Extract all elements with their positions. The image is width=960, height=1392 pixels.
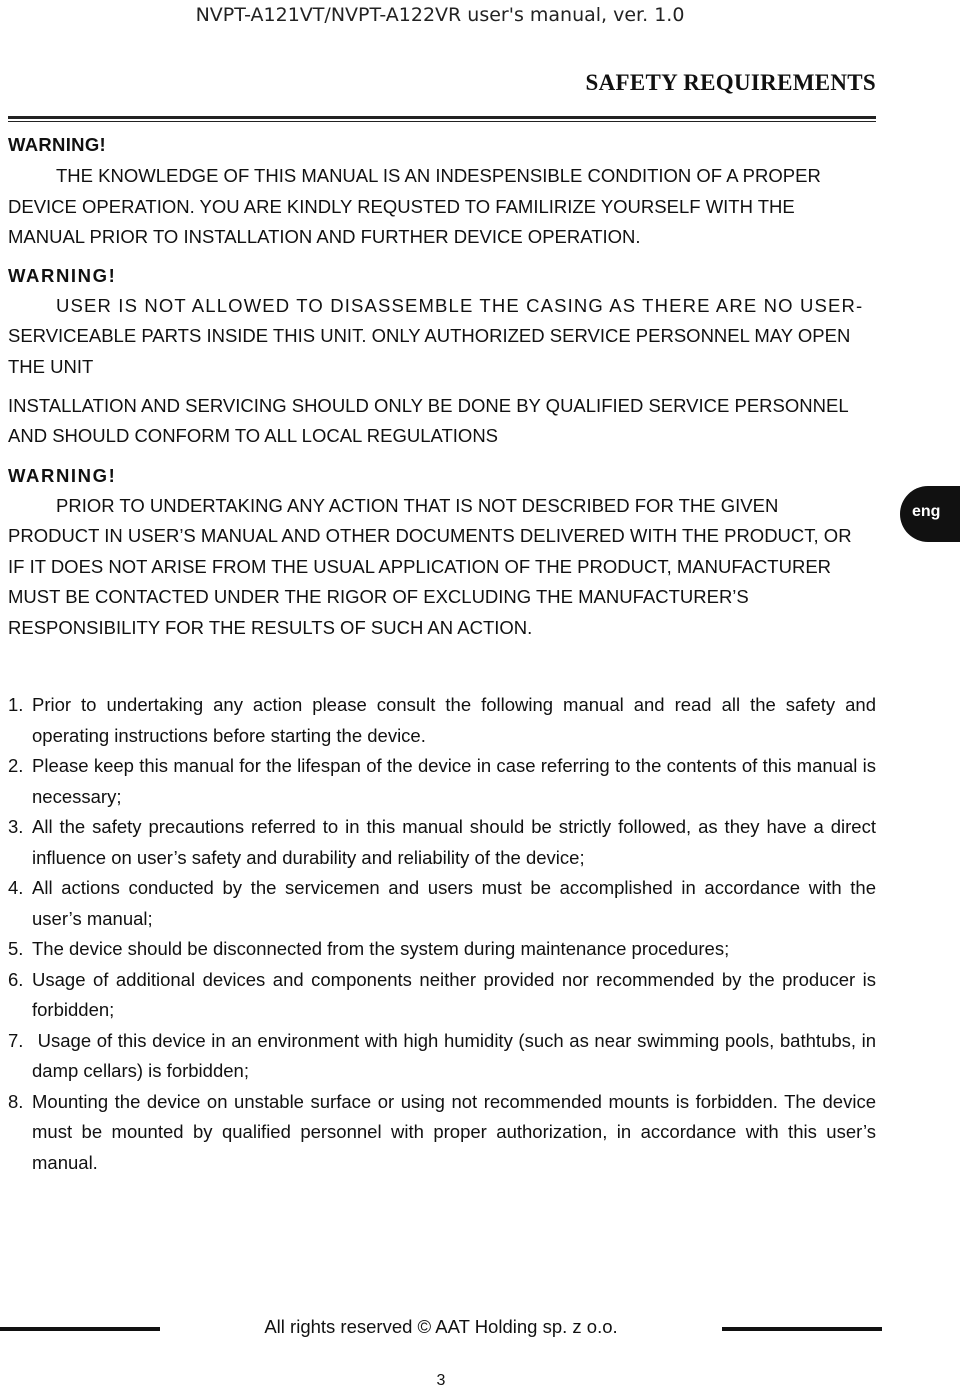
warning-line: DEVICE OPERATION. YOU ARE KINDLY REQUSTED TO FAMILIRIZE YOURSELF WITH THE xyxy=(8,196,795,217)
header-rule-thick xyxy=(8,116,876,119)
warning-line: IF IT DOES NOT ARISE FROM THE USUAL APPLICATION OF THE PRODUCT, MANUFACTURER xyxy=(8,556,832,577)
list-item xyxy=(8,751,876,812)
list-item-text: The device should be disconnected from the system during maintenance procedures; xyxy=(32,938,730,959)
warning-line: THE UNIT xyxy=(8,356,94,377)
list-item-number: 3. xyxy=(8,816,24,837)
warning-line: SERVICEABLE PARTS INSIDE THIS UNIT. ONLY AUTHORIZED SERVICE PERSONNEL MAY OPEN xyxy=(8,325,851,346)
warning-line: MANUAL PRIOR TO INSTALLATION AND FURTHER DEVICE OPERATION. xyxy=(8,226,641,247)
warning-line: RESPONSIBILITY FOR THE RESULTS OF SUCH AN ACTION. xyxy=(8,617,533,638)
page-number: 3 xyxy=(436,1372,446,1389)
warning-line: PRODUCT IN USER’S MANUAL AND OTHER DOCUMENTS DELIVERED WITH THE PRODUCT, OR xyxy=(8,525,852,546)
list-item-number: 7. xyxy=(8,1029,24,1051)
list-item xyxy=(8,1087,876,1179)
list-item-text: All actions conducted by the servicemen and users must be accomplished in accordance with the user’s manual; xyxy=(32,877,876,929)
safety-list xyxy=(8,690,882,1178)
list-item-number: 1. xyxy=(8,694,24,715)
warning-heading: WARNING! xyxy=(8,265,117,286)
warning-line: PRIOR TO UNDERTAKING ANY ACTION THAT IS NOT DESCRIBED FOR THE GIVEN xyxy=(56,495,779,516)
list-item xyxy=(8,873,876,934)
document-title: NVPT-A121VT/NVPT-A122VR user's manual, ver. 1.0 xyxy=(195,4,685,26)
list-item-text: Mounting the device on unstable surface or using not recommended mounts is forbidden. The device must be mounted by qualified personnel with proper authorization, in accordance with this user’s manual. xyxy=(32,1090,876,1173)
list-item xyxy=(8,690,876,751)
warning-line: MUST BE CONTACTED UNDER THE RIGOR OF EXCLUDING THE MANUFACTURER’S xyxy=(8,586,749,607)
list-item-number: 5. xyxy=(8,938,24,959)
warning-line: INSTALLATION AND SERVICING SHOULD ONLY BE DONE BY QUALIFIED SERVICE PERSONNEL xyxy=(8,395,849,416)
list-item xyxy=(8,1026,882,1087)
warning-heading: WARNING! xyxy=(8,134,106,155)
list-item-number: 2. xyxy=(8,755,24,776)
list-item-text: Please keep this manual for the lifespan of the device in case referring to the contents of this manual is necessary; xyxy=(32,755,876,807)
list-item-text: Prior to undertaking any action please consult the following manual and read all the safety and operating instructions before starting the device. xyxy=(32,694,876,746)
language-tab xyxy=(900,486,960,542)
list-item-number: 8. xyxy=(8,1090,24,1112)
list-item-text: All the safety precautions referred to in this manual should be strictly followed, as they have a direct influence on user’s safety and durability and reliability of the device; xyxy=(32,816,876,868)
footer-copyright: All rights reserved © AAT Holding sp. z o.o. xyxy=(264,1316,618,1337)
list-item xyxy=(8,812,876,873)
list-item-text: Usage of additional devices and components neither provided nor recommended by the producer is forbidden; xyxy=(32,968,876,1020)
warning-line: THE KNOWLEDGE OF THIS MANUAL IS AN INDESPENSIBLE CONDITION OF A PROPER xyxy=(56,165,821,186)
warning-line: USER IS NOT ALLOWED TO DISASSEMBLE THE CASING AS THERE ARE NO USER- xyxy=(56,295,864,316)
warning-line: AND SHOULD CONFORM TO ALL LOCAL REGULATIONS xyxy=(8,425,499,446)
section-title: SAFETY REQUIREMENTS xyxy=(585,70,876,95)
list-item-number: 4. xyxy=(8,877,24,898)
header-rule-thin xyxy=(8,121,876,122)
warning-heading: WARNING! xyxy=(8,465,117,486)
list-item xyxy=(8,965,876,1026)
language-tab-label: eng xyxy=(912,503,941,520)
list-item-text: Usage of this device in an environment with high humidity (such as near swimming pools, bathtubs, in damp cellars) is forbidden; xyxy=(32,1029,882,1081)
list-item xyxy=(8,934,876,965)
list-item-number: 6. xyxy=(8,968,24,990)
